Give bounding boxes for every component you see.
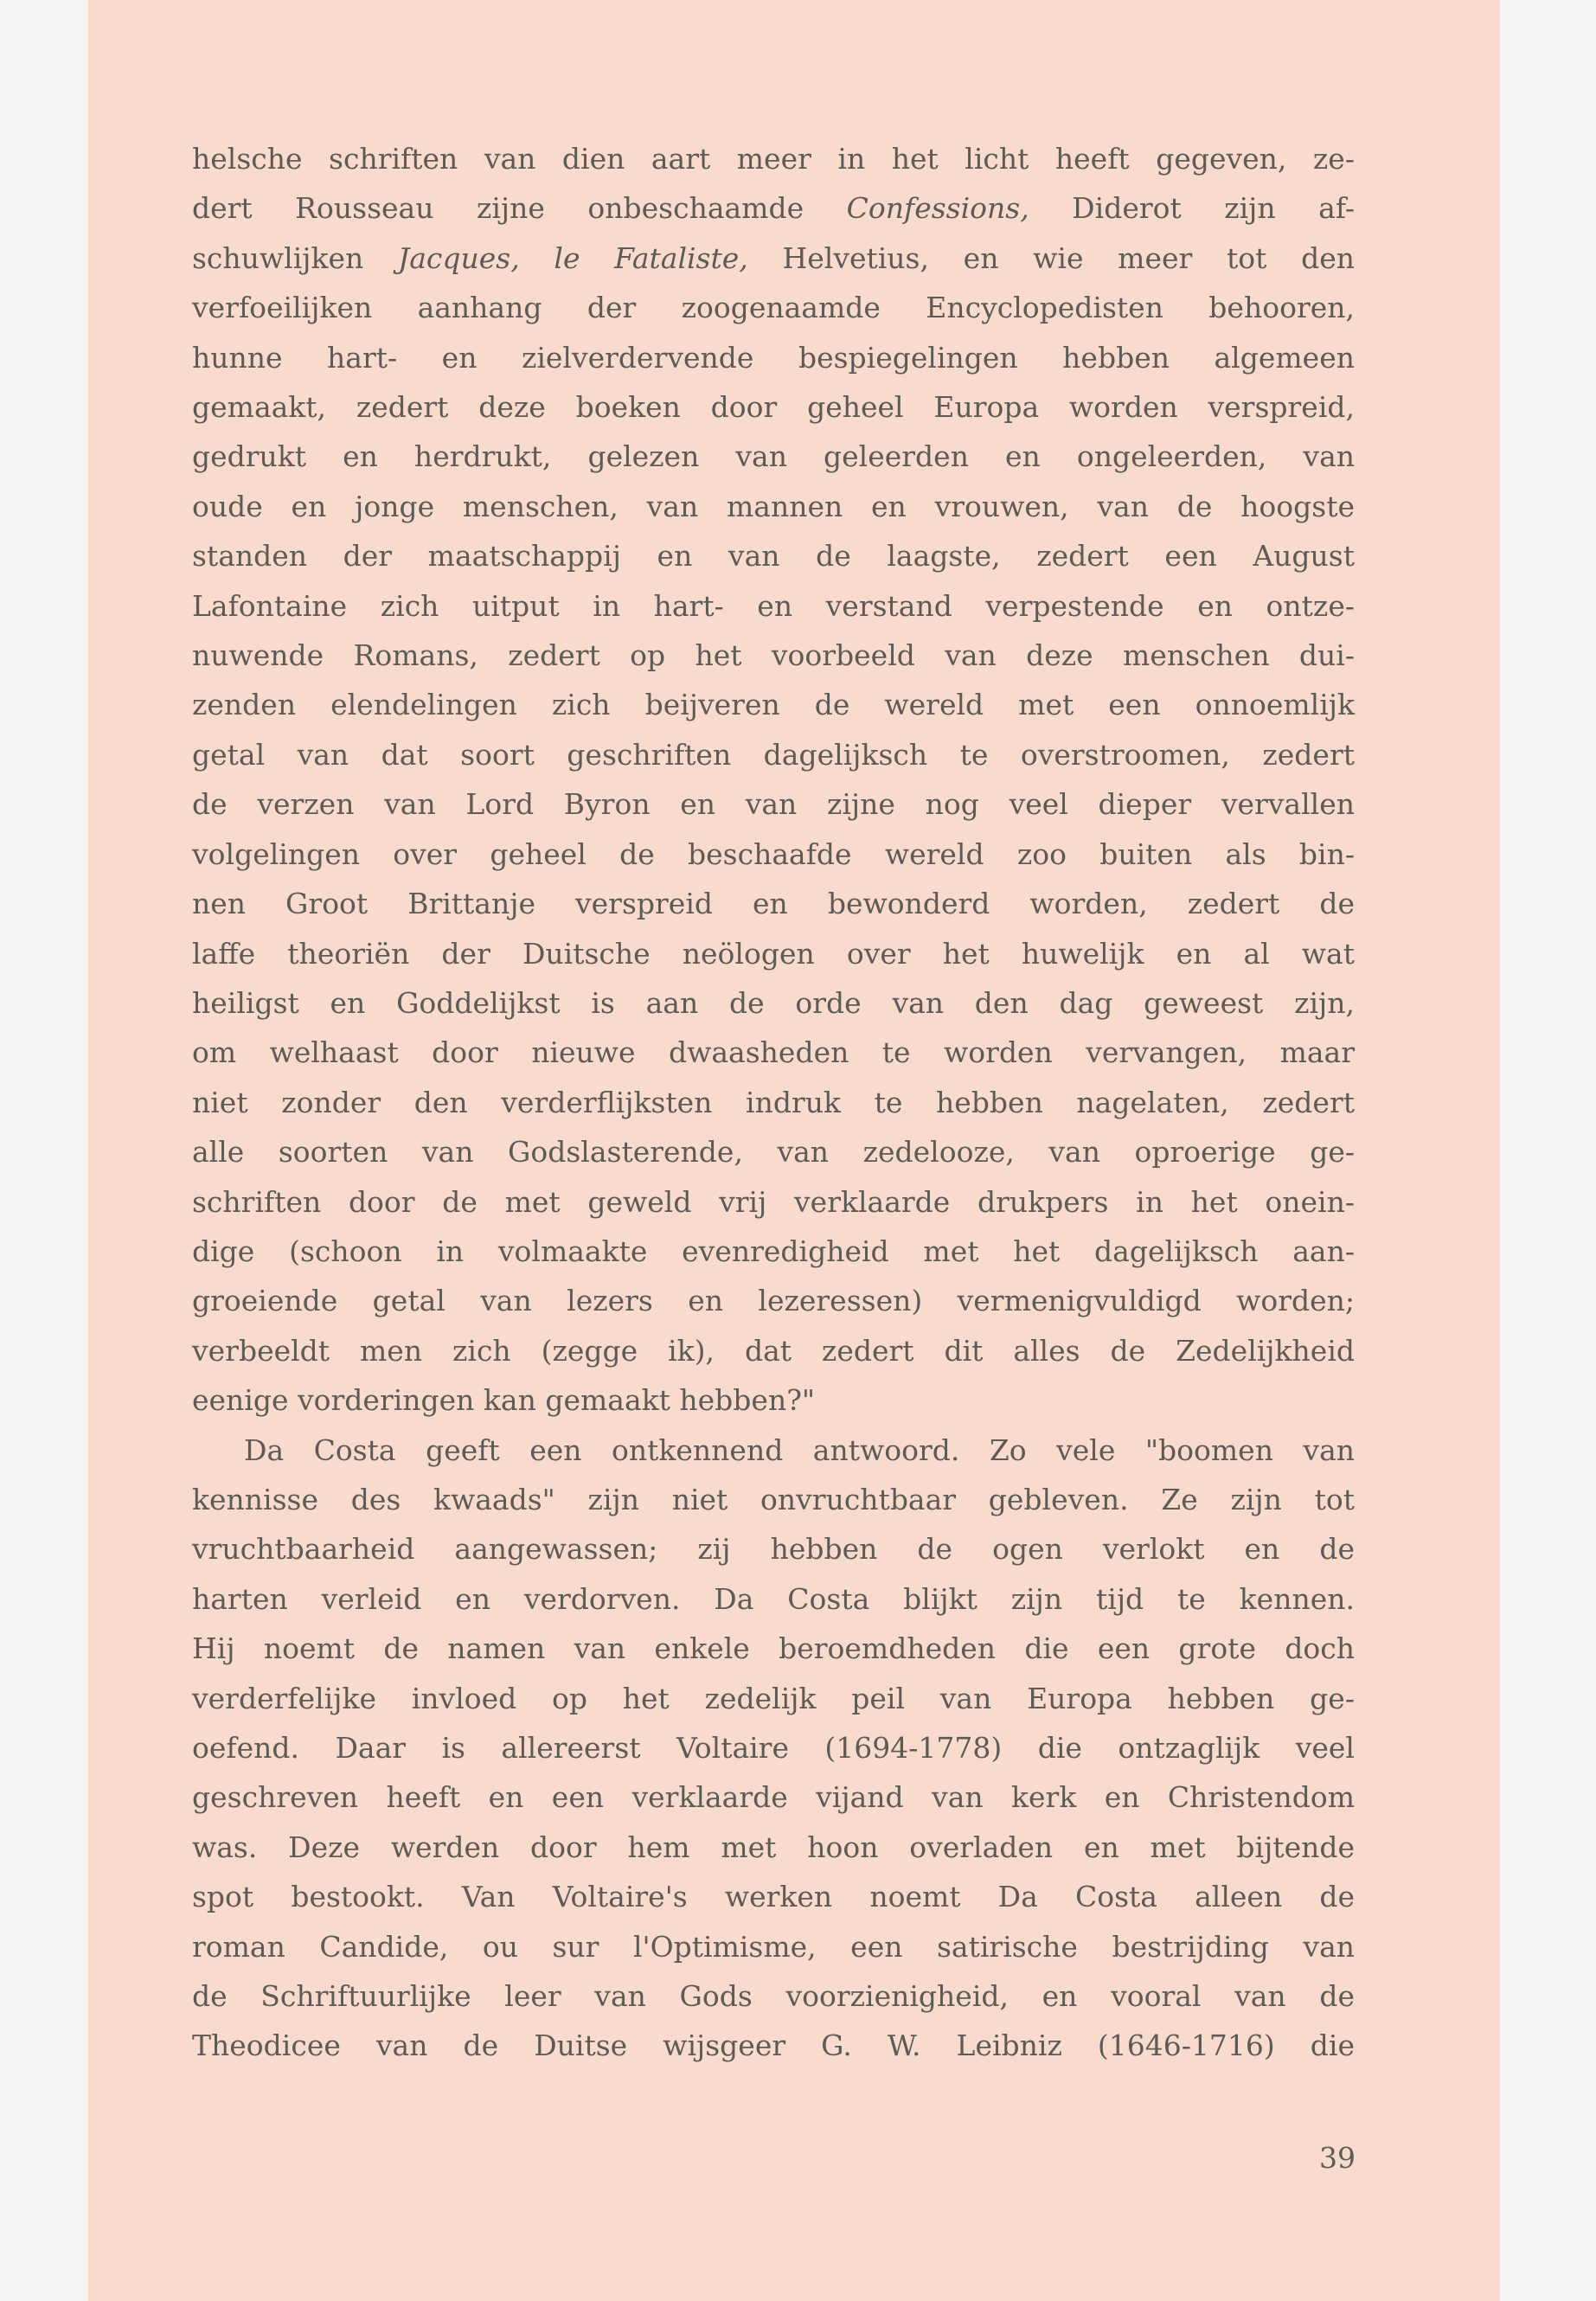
body-text	[192, 134, 1355, 2071]
text-line: harten verleid en verdorven. Da Costa blijkt zijn tijd te kennen.	[192, 1581, 1355, 1616]
italic-title: Confessions,	[846, 191, 1029, 226]
text-line: Hij noemt de namen van enkele beroemdheden die een grote doch	[192, 1631, 1355, 1666]
text-line: hunne hart- en zielverdervende bespiegelingen hebben algemeen	[192, 340, 1355, 375]
text-line: de verzen van Lord Byron en van zijne nog veel dieper vervallen	[192, 787, 1355, 822]
text-line: verbeeldt men zich (zegge ik), dat zedert dit alles de Zedelijkheid	[192, 1333, 1355, 1368]
text-line: gemaakt, zedert deze boeken door geheel Europa worden verspreid,	[192, 390, 1355, 425]
text-line: roman Candide, ou sur l'Optimisme, een satirische bestrijding van	[192, 1929, 1355, 1964]
text-fragment: dert Rousseau zijne onbeschaamde	[192, 191, 847, 226]
text-line: eenige vorderingen kan gemaakt hebben?"	[192, 1383, 816, 1418]
text-line: verderfelijke invloed op het zedelijk peil van Europa hebben ge-	[192, 1681, 1355, 1715]
text-line: schriften door de met geweld vrij verklaarde drukpers in het onein-	[192, 1184, 1355, 1219]
text-line: oefend. Daar is allereerst Voltaire (1694-1778) die ontzaglijk veel	[192, 1731, 1355, 1765]
text-line: helsche schriften van dien aart meer in het licht heeft gegeven, ze-	[192, 142, 1355, 176]
italic-title: Jacques, le Fataliste,	[397, 240, 748, 275]
text-line: heiligst en Goddelijkst is aan de orde van den dag geweest zijn,	[192, 985, 1355, 1020]
text-fragment: schuwlijken	[192, 240, 398, 275]
text-line: oude en jonge menschen, van mannen en vrouwen, van de hoogste	[192, 489, 1355, 523]
text-fragment: Helvetius, en wie meer tot den	[747, 240, 1355, 275]
text-line: de Schriftuurlijke leer van Gods voorzienigheid, en vooral van de	[192, 1979, 1355, 2014]
page-number: 39	[1319, 2141, 1356, 2175]
text-line: om welhaast door nieuwe dwaasheden te worden vervangen, maar	[192, 1035, 1355, 1070]
text-line: was. Deze werden door hem met hoon overladen en met bijtende	[192, 1830, 1355, 1864]
text-line: geschreven heeft en een verklaarde vijand van kerk en Christendom	[192, 1780, 1355, 1815]
text-line: laffe theoriën der Duitsche neölogen over het huwelijk en al wat	[192, 936, 1355, 971]
text-line: groeiende getal van lezers en lezeressen) vermenigvuldigd worden;	[192, 1284, 1355, 1318]
text-line: standen der maatschappij en van de laagste, zedert een August	[192, 539, 1355, 574]
text-fragment: Diderot zijn af-	[1029, 191, 1356, 226]
text-line: gedrukt en herdrukt, gelezen van geleerden en ongeleerden, van	[192, 439, 1355, 474]
text-line: getal van dat soort geschriften dagelijksch te overstroomen, zedert	[192, 737, 1355, 772]
text-line: zenden elendelingen zich beijveren de wereld met een onnoemlijk	[192, 688, 1355, 722]
text-line: volgelingen over geheel de beschaafde wereld zoo buiten als bin-	[192, 836, 1355, 871]
text-line	[192, 183, 1355, 233]
text-line: vruchtbaarheid aangewassen; zij hebben de ogen verlokt en de	[192, 1532, 1355, 1567]
text-line: Theodicee van de Duitse wijsgeer G. W. Leibniz (1646-1716) die	[192, 2029, 1355, 2063]
text-line: spot bestookt. Van Voltaire's werken noemt Da Costa alleen de	[192, 1880, 1355, 1914]
text-line	[192, 234, 1355, 283]
text-line: Lafontaine zich uitput in hart- en verstand verpestende en ontze-	[192, 588, 1355, 623]
paragraph-2	[192, 1426, 1355, 2071]
book-page	[88, 0, 1500, 2301]
paragraph-1	[192, 134, 1355, 1426]
text-line: kennisse des kwaads" zijn niet onvruchtbaar gebleven. Ze zijn tot	[192, 1482, 1355, 1516]
text-line: nen Groot Brittanje verspreid en bewonderd worden, zedert de	[192, 887, 1355, 921]
text-line: alle soorten van Godslasterende, van zedelooze, van oproerige ge-	[192, 1135, 1355, 1170]
text-line: niet zonder den verderflijksten indruk te hebben nagelaten, zedert	[192, 1085, 1355, 1119]
text-line: verfoeilijken aanhang der zoogenaamde Encyclopedisten behooren,	[192, 291, 1355, 325]
text-line: nuwende Romans, zedert op het voorbeeld van deze menschen dui-	[192, 638, 1355, 673]
text-line: Da Costa geeft een ontkennend antwoord. Zo vele "boomen van	[244, 1433, 1355, 1467]
text-line: dige (schoon in volmaakte evenredigheid met het dagelijksch aan-	[192, 1234, 1355, 1268]
